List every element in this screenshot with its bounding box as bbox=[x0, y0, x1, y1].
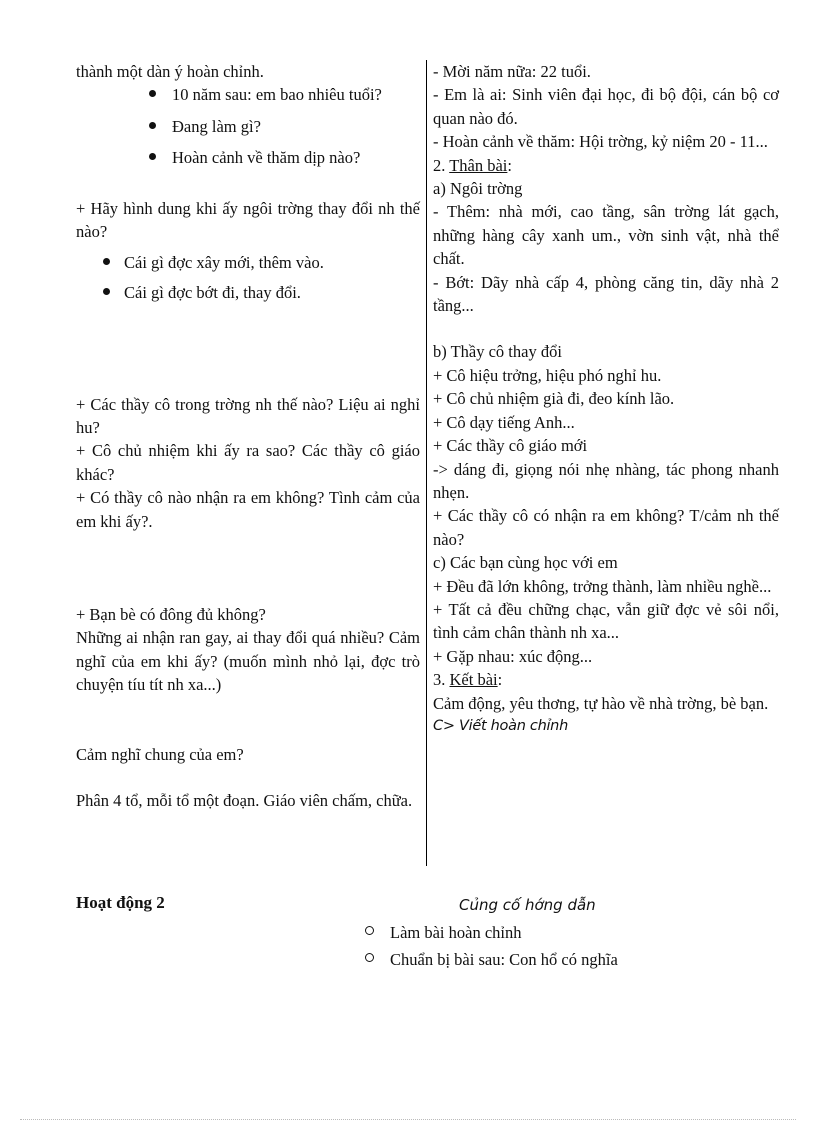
activity-item: Chuẩn bị bài sau: Con hổ có nghĩa bbox=[365, 950, 618, 970]
circle-bullet-icon bbox=[365, 926, 374, 935]
age-line: - Mời năm nữa: 22 tuổi. bbox=[433, 62, 591, 81]
bullet-item: Đang làm gì? bbox=[76, 115, 420, 138]
activity-title: Củng cố hớng dẫn bbox=[459, 896, 596, 914]
column-divider bbox=[426, 60, 427, 866]
added-line: - Thêm: nhà mới, cao tầng, sân trờng lát gạch, những hàng cây xanh um., vờn sinh vật, nhà thể chất. bbox=[433, 202, 779, 269]
bullet-item: Hoàn cảnh về thăm dịp nào? bbox=[76, 146, 420, 169]
teacher-line: + Các thầy cô giáo mới bbox=[433, 436, 588, 456]
ending-text: Cảm động, yêu thơng, tự hào về nhà trờng, bè bạn. bbox=[433, 693, 769, 713]
teacher-line: + Các thầy cô có nhận ra em không? T/cảm nh thế nào? bbox=[433, 506, 779, 549]
group-instruction: Phân 4 tổ, mỗi tổ một đoạn. Giáo viên chấm, chữa. bbox=[76, 791, 413, 811]
bullet-item: 10 năm sau: em bao nhiêu tuổi? bbox=[76, 83, 420, 106]
bullet-icon bbox=[149, 90, 156, 97]
circle-bullet-icon bbox=[365, 953, 374, 962]
homeroom-question: + Cô chủ nhiệm khi ấy ra sao? Các thầy cô giáo khác? bbox=[76, 441, 420, 484]
body-heading: 2. Thân bài: bbox=[433, 155, 512, 175]
removed-line: - Bớt: Dãy nhà cấp 4, phòng căng tin, dãy nhà 2 tầng... bbox=[433, 272, 779, 316]
bullet-icon bbox=[149, 122, 156, 129]
teachers-question: + Các thầy cô trong trờng nh thế nào? Liệu ai nghỉ hu? bbox=[76, 394, 420, 438]
friend-line: + Tất cả đều chững chạc, vẫn giữ đợc vẻ sôi nổi, tình cảm chân thành nh xa... bbox=[433, 599, 779, 643]
teacher-line: + Cô hiệu trởng, hiệu phó nghỉ hu. bbox=[433, 365, 662, 385]
right-column bbox=[433, 60, 779, 738]
left-column bbox=[76, 60, 420, 813]
teacher-line: -> dáng đi, giọng nói nhẹ nhàng, tác phong nhanh nhẹn. bbox=[433, 459, 779, 502]
activity-heading: Hoạt động 2 bbox=[76, 893, 165, 912]
recognize-question: + Có thầy cô nào nhận ra em không? Tình cảm của em khi ấy?. bbox=[76, 488, 420, 531]
final-instruction: C> Viết hoàn chỉnh bbox=[433, 717, 568, 734]
ending-heading: 3. Kết bài: bbox=[433, 670, 503, 690]
school-heading: a) Ngôi trờng bbox=[433, 179, 523, 199]
teachers-heading: b) Thầy cô thay đổi bbox=[433, 342, 562, 362]
bullet-icon bbox=[103, 258, 110, 265]
friends-heading: c) Các bạn cùng học với em bbox=[433, 553, 618, 573]
friends-question-detail: Những ai nhận ran gay, ai thay đổi quá nhiều? Cảm nghĩ của em khi ấy? (muốn mình nhỏ lại, đợc trò chuyện tíu tít nh xa...) bbox=[76, 628, 420, 695]
bullet-item: Cái gì đợc xây mới, thêm vào. bbox=[76, 251, 420, 274]
friend-line: + Đều đã lớn không, trởng thành, làm nhiều nghề... bbox=[433, 576, 772, 596]
teacher-line: + Cô dạy tiếng Anh... bbox=[433, 412, 575, 432]
bullet-item: Cái gì đợc bớt đi, thay đổi. bbox=[76, 281, 420, 304]
page-bottom-border bbox=[20, 1119, 796, 1120]
friend-line: + Gặp nhau: xúc động... bbox=[433, 646, 593, 666]
school-question: + Hãy hình dung khi ấy ngôi trờng thay đổi nh thế nào? bbox=[76, 199, 420, 242]
bullet-icon bbox=[103, 288, 110, 295]
occasion-line: - Hoàn cảnh về thăm: Hội trờng, kỷ niệm 20 - 11... bbox=[433, 132, 768, 152]
who-line: - Em là ai: Sinh viên đại học, đi bộ đội, cán bộ cơ quan nào đó. bbox=[433, 85, 779, 128]
bullet-icon bbox=[149, 153, 156, 160]
intro-text: thành một dàn ý hoàn chỉnh. bbox=[76, 62, 264, 81]
activity-item: Làm bài hoàn chỉnh bbox=[365, 923, 522, 943]
teacher-line: + Cô chủ nhiệm già đi, đeo kính lão. bbox=[433, 389, 675, 409]
friends-question: + Bạn bè có đông đủ không? bbox=[76, 605, 266, 625]
feeling-question: Cảm nghĩ chung của em? bbox=[76, 744, 244, 764]
